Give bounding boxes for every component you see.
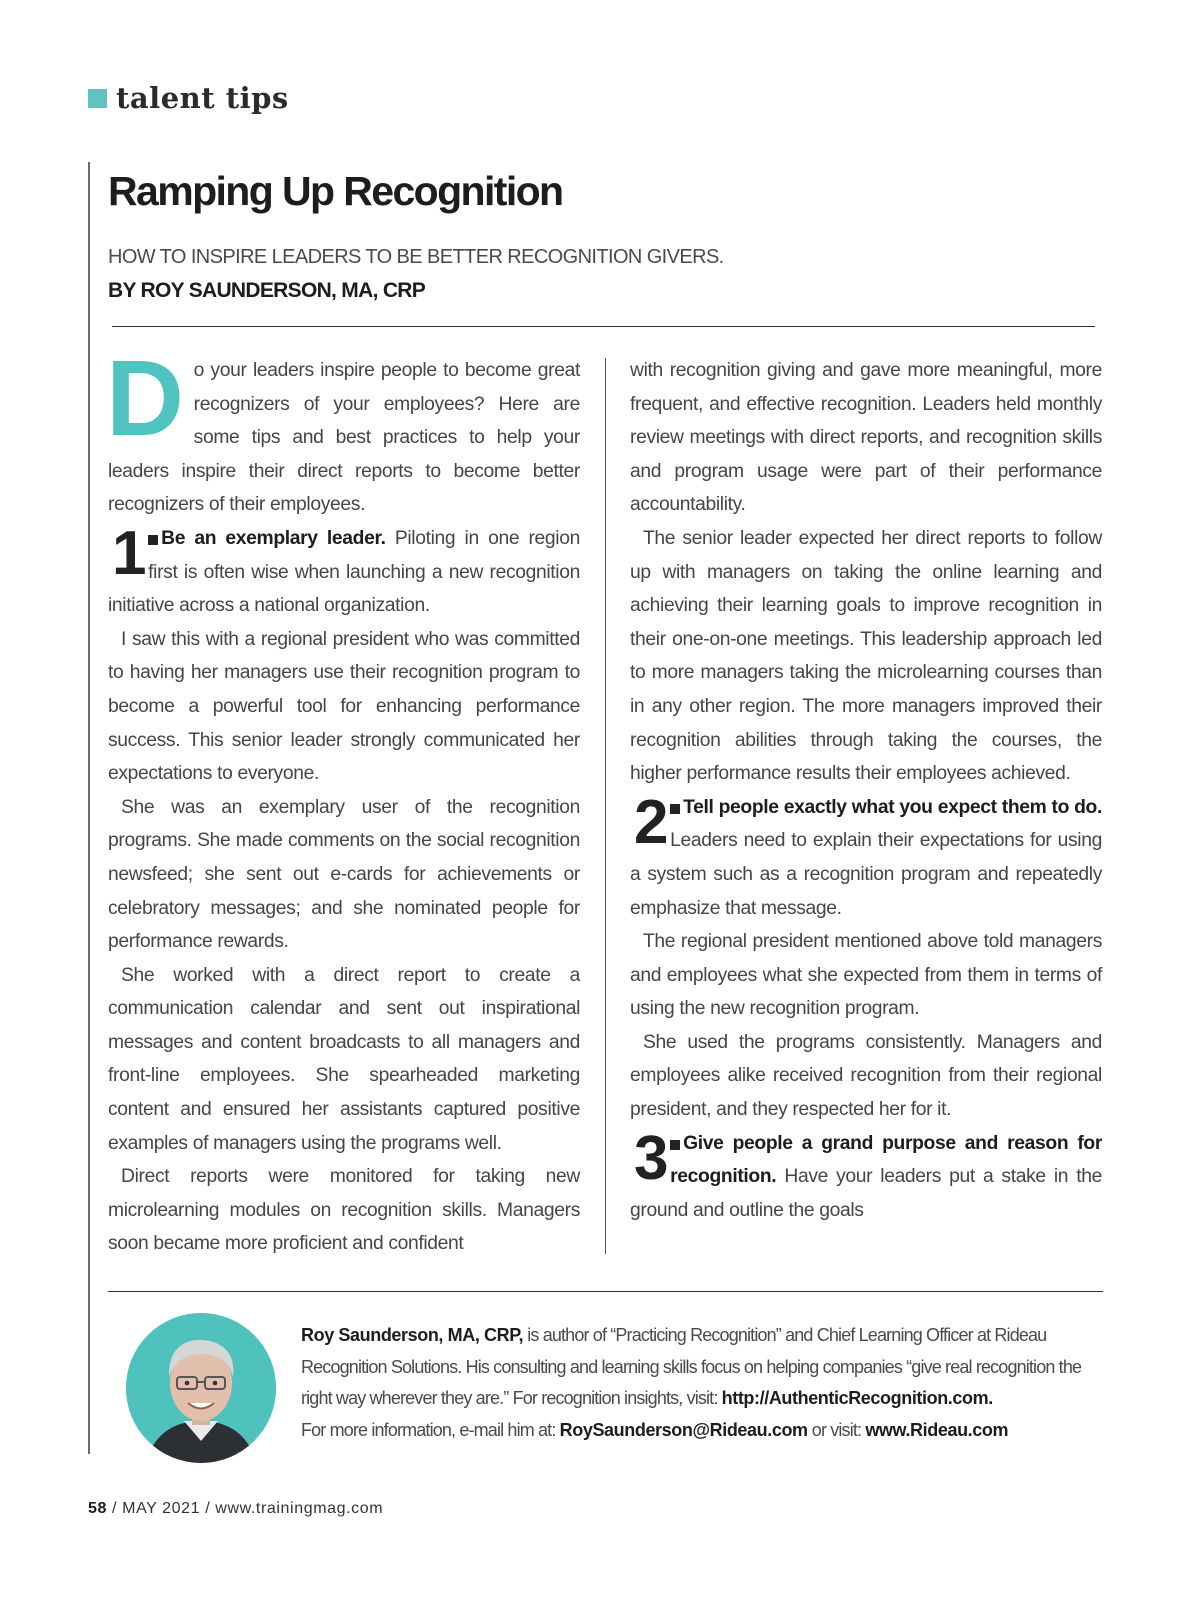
left-vertical-rule (88, 162, 90, 1454)
body-paragraph: She worked with a direct report to create a communication calendar and sent out inspirational messages and content broadcasts to all managers and front-line employees. She spearheaded marketing content and ensured her assistants captured positive examples of managers using the programs well. (108, 964, 580, 1154)
section-tag-label: talent tips (116, 81, 289, 115)
intro-paragraph (106, 337, 580, 522)
author-photo (126, 1313, 276, 1463)
bullet-square (670, 804, 680, 814)
article-dek: HOW TO INSPIRE LEADERS TO BE BETTER RECOGNITION GIVERS. (108, 246, 724, 268)
author-contact-or: or visit: (807, 1420, 866, 1441)
tip-3-number: 3 (634, 1123, 669, 1193)
tip-1-paragraph (108, 518, 580, 623)
header-divider (112, 326, 1095, 327)
body-paragraph: I saw this with a regional president who was committed to having her managers use their recognition program to become a powerful tool for enhancing performance success. This senior leader strongly communicated her expectations to everyone. (108, 628, 580, 785)
article-title: Ramping Up Recognition (108, 168, 563, 214)
page-footer (88, 1500, 383, 1518)
author-contact-text: For more information, e-mail him at: (301, 1420, 560, 1441)
article-column-left (106, 337, 580, 1261)
drop-cap: D (106, 337, 184, 458)
tip-3-text: Have your leaders put a stake in the ground and outline the goals (630, 1166, 1102, 1221)
tip-3-heading: Give people a grand purpose and reason for recognition. (670, 1132, 1102, 1188)
tip-2-number: 2 (634, 787, 669, 857)
tip-1-text: Piloting in one region first is often wise when launching a new recognition initiative across a national organization. (108, 527, 580, 617)
author-bio (301, 1320, 1101, 1447)
author-email-link[interactable]: RoySaunderson@Rideau.com (559, 1420, 808, 1441)
author-bio-text: is author of “Practicing Recognition” and Chief Learning Officer at Rideau Recognition Solutions. His consulting and learning skills focus on helping companies “give real recognition the right way wherever they are.” For recognition insights, visit: (301, 1325, 1082, 1409)
tip-3-paragraph (630, 1123, 1102, 1228)
body-paragraph: Direct reports were monitored for taking new microlearning modules on recognition skills. Managers soon became more proficient and confident (108, 1166, 580, 1255)
bullet-square (148, 535, 158, 545)
article-byline: BY ROY SAUNDERSON, MA, CRP (108, 279, 426, 302)
bullet-square (670, 1140, 680, 1150)
tip-1-number: 1 (112, 518, 147, 588)
article-column-right (630, 354, 1102, 1227)
body-paragraph: She used the programs consistently. Managers and employees alike received recognition from their regional president, and they respected her for it. (630, 1031, 1102, 1121)
tip-2-heading: Tell people exactly what you expect them to do. (670, 797, 1102, 818)
bio-divider (108, 1291, 1103, 1292)
author-portrait-illustration (126, 1313, 276, 1463)
column-divider (605, 358, 606, 1254)
author-name: Roy Saunderson, MA, CRP, (301, 1325, 524, 1345)
rideau-website-link[interactable]: www.Rideau.com (865, 1420, 1009, 1441)
section-tag (88, 78, 289, 118)
page-number: 58 (88, 1500, 107, 1517)
body-paragraph: The regional president mentioned above told managers and employees what she expected from them in terms of using the new recognition program. (630, 931, 1102, 1020)
body-paragraph: The senior leader expected her direct reports to follow up with managers on taking the online learning and achieving their learning goals to improve recognition in their one-on-one meetings. This leadership approach led to more managers taking the microlearning courses than in any other region. The more managers improved their recognition abilities through taking the courses, the higher performance results their employees achieved. (630, 527, 1102, 785)
tip-2-text: Leaders need to explain their expectations for using a system such as a recognition program and repeatedly emphasize that message. (630, 830, 1102, 919)
issue-info: / MAY 2021 / www.trainingmag.com (107, 1500, 384, 1517)
intro-text: o your leaders inspire people to become great recognizers of your employees? Here are some tips and best practices to help your leaders inspire their direct reports to become better recognizers of their employees. (108, 360, 580, 516)
tip-2-paragraph (630, 787, 1102, 925)
tip-1-heading: Be an exemplary leader. (148, 528, 385, 549)
author-website-link[interactable]: http://AuthenticRecognition.com. (721, 1388, 993, 1409)
body-paragraph: She was an exemplary user of the recognition programs. She made comments on the social recognition newsfeed; she sent out e-cards for achievements or celebratory messages; and she nominated people for performance rewards. (108, 796, 580, 953)
section-tag-square (88, 89, 107, 108)
body-paragraph: with recognition giving and gave more meaningful, more frequent, and effective recognition. Leaders held monthly review meetings with direct reports, and recognition skills and program usage were part of their performance accountability. (630, 360, 1102, 516)
